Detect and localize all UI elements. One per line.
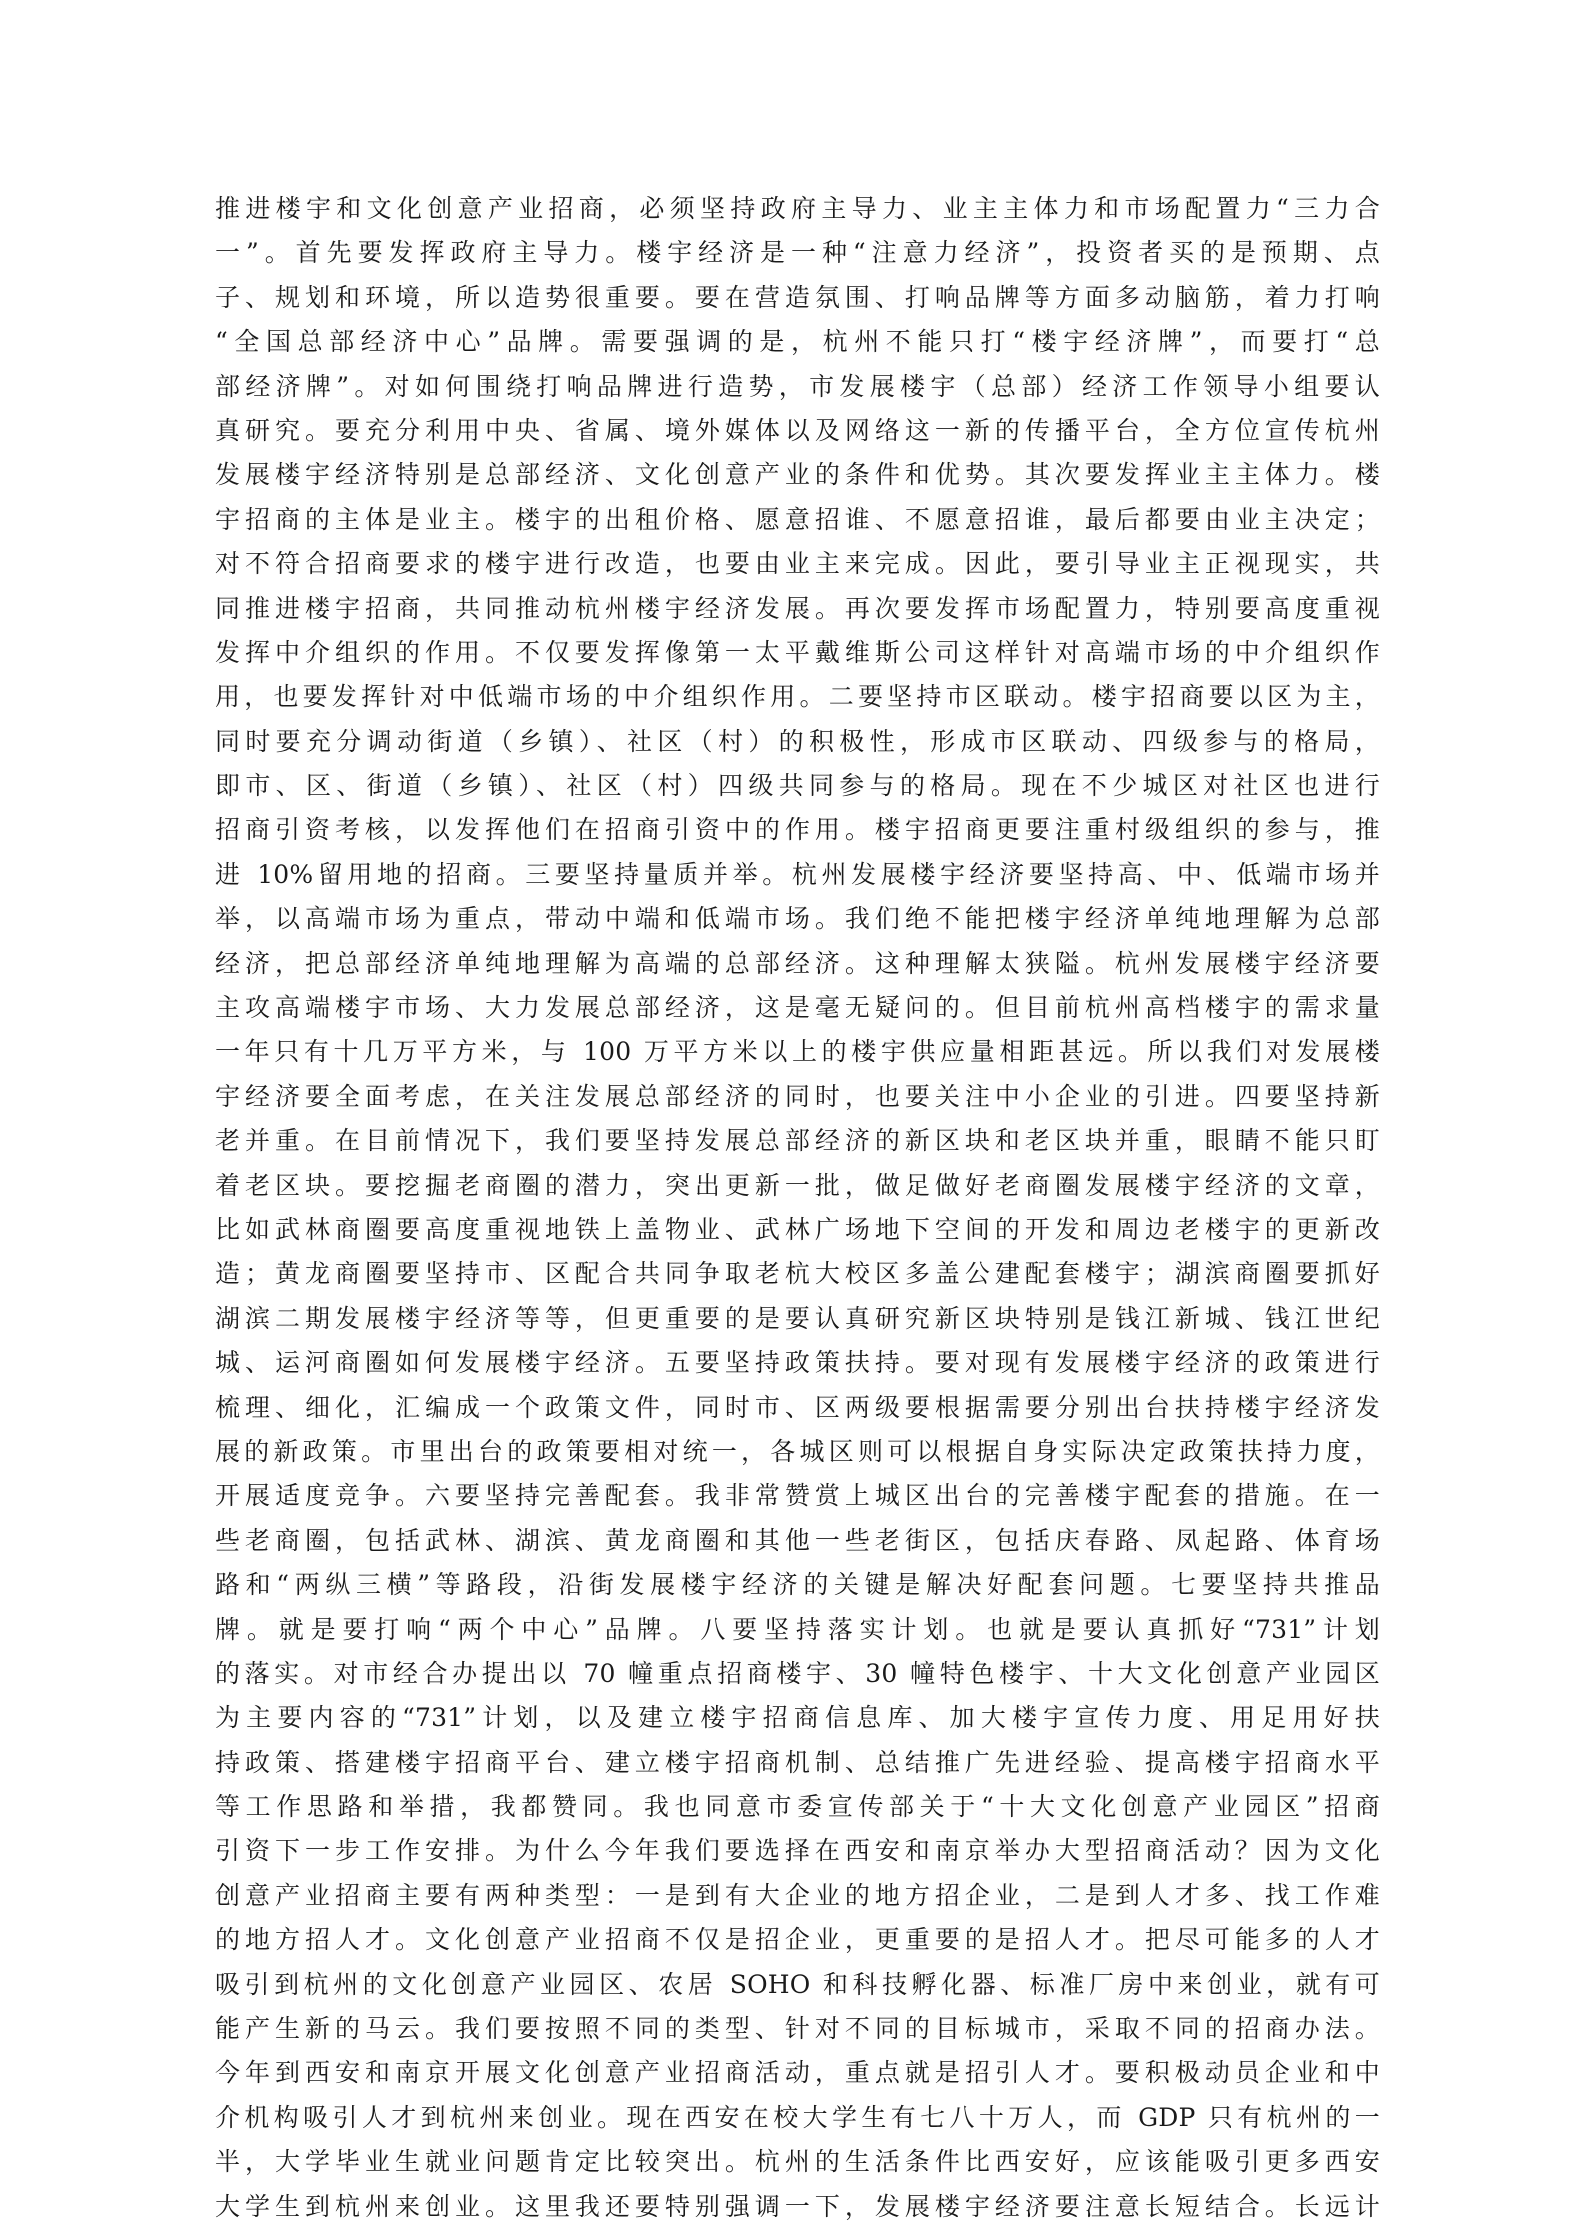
text-line: 湖滨二期发展楼宇经济等等，但更重要的是要认真研究新区块特别是钱江新城、钱江世纪 [215, 1303, 1380, 1333]
text-line: 宇经济要全面考虑，在关注发展总部经济的同时，也要关注中小企业的引进。四要坚持新 [215, 1081, 1380, 1111]
text-line: 一年只有十几万平方米，与 100 万平方米以上的楼宇供应量相距甚远。所以我们对发展楼 [215, 1037, 1380, 1067]
text-line: 引资下一步工作安排。为什么今年我们要选择在西安和南京举办大型招商活动？因为文化 [215, 1836, 1380, 1866]
text-line: 吸引到杭州的文化创意产业园区、农居 SOHO 和科技孵化器、标准厂房中来创业，就有可 [215, 1969, 1380, 1999]
text-line: 的地方招人才。文化创意产业招商不仅是招企业，更重要的是招人才。把尽可能多的人才 [215, 1925, 1380, 1955]
text-line: 用，也要发挥针对中低端市场的中介组织作用。二要坚持市区联动。楼宇招商要以区为主， [215, 682, 1380, 712]
text-line: 发挥中介组织的作用。不仅要发挥像第一太平戴维斯公司这样针对高端市场的中介组织作 [215, 637, 1380, 667]
text-line: 的落实。对市经合办提出以 70 幢重点招商楼宇、30 幢特色楼宇、十大文化创意产业园区 [215, 1658, 1380, 1688]
text-line: 梳理、细化，汇编成一个政策文件，同时市、区两级要根据需要分别出台扶持楼宇经济发 [215, 1392, 1380, 1422]
text-line: 发展楼宇经济特别是总部经济、文化创意产业的条件和优势。其次要发挥业主主体力。楼 [215, 460, 1380, 490]
text-line: “全国总部经济中心”品牌。需要强调的是，杭州不能只打“楼宇经济牌”，而要打“总 [215, 327, 1380, 357]
text-line: 牌。就是要打响“两个中心”品牌。八要坚持落实计划。也就是要认真抓好“731”计划 [215, 1614, 1380, 1644]
text-line: 大学生到杭州来创业。这里我还要特别强调一下，发展楼宇经济要注意长短结合。长远计 [215, 2191, 1380, 2221]
text-line: 同时要充分调动街道（乡镇）、社区（村）的积极性，形成市区联动、四级参与的格局， [215, 726, 1380, 756]
text-line: 造；黄龙商圈要坚持市、区配合共同争取老杭大校区多盖公建配套楼宇；湖滨商圈要抓好 [215, 1259, 1380, 1289]
text-line: 比如武林商圈要高度重视地铁上盖物业、武林广场地下空间的开发和周边老楼宇的更新改 [215, 1214, 1380, 1244]
text-line: 举，以高端市场为重点，带动中端和低端市场。我们绝不能把楼宇经济单纯地理解为总部 [215, 904, 1380, 934]
text-line: 部经济牌”。对如何围绕打响品牌进行造势，市发展楼宇（总部）经济工作领导小组要认 [215, 371, 1380, 401]
text-line: 持政策、搭建楼宇招商平台、建立楼宇招商机制、总结推广先进经验、提高楼宇招商水平 [215, 1747, 1380, 1777]
text-line: 路和“两纵三横”等路段，沿街发展楼宇经济的关键是解决好配套问题。七要坚持共推品 [215, 1570, 1380, 1600]
text-line: 今年到西安和南京开展文化创意产业招商活动，重点就是招引人才。要积极动员企业和中 [215, 2058, 1380, 2088]
text-line: 着老区块。要挖掘老商圈的潜力，突出更新一批，做足做好老商圈发展楼宇经济的文章， [215, 1170, 1380, 1200]
body-text [215, 187, 1380, 2229]
text-line: 些老商圈，包括武林、湖滨、黄龙商圈和其他一些老街区，包括庆春路、凤起路、体育场 [215, 1525, 1380, 1555]
text-line: 主攻高端楼宇市场、大力发展总部经济，这是毫无疑问的。但目前杭州高档楼宇的需求量 [215, 993, 1380, 1023]
text-line: 子、规划和环境，所以造势很重要。要在营造氛围、打响品牌等方面多动脑筋，着力打响 [215, 282, 1380, 312]
text-line: 真研究。要充分利用中央、省属、境外媒体以及网络这一新的传播平台，全方位宣传杭州 [215, 415, 1380, 445]
text-line: 展的新政策。市里出台的政策要相对统一，各城区则可以根据自身实际决定政策扶持力度， [215, 1436, 1380, 1466]
text-line: 推进楼宇和文化创意产业招商，必须坚持政府主导力、业主主体力和市场配置力“三力合 [215, 194, 1380, 223]
text-line: 城、运河商圈如何发展楼宇经济。五要坚持政策扶持。要对现有发展楼宇经济的政策进行 [215, 1348, 1380, 1378]
text-line: 老并重。在目前情况下，我们要坚持发展总部经济的新区块和老区块并重，眼睛不能只盯 [215, 1126, 1380, 1156]
text-line: 开展适度竞争。六要坚持完善配套。我非常赞赏上城区出台的完善楼宇配套的措施。在一 [215, 1481, 1380, 1511]
text-line: 即市、区、街道（乡镇）、社区（村）四级共同参与的格局。现在不少城区对社区也进行 [215, 771, 1380, 801]
text-line: 同推进楼宇招商，共同推动杭州楼宇经济发展。再次要发挥市场配置力，特别要高度重视 [215, 593, 1380, 623]
text-line: 宇招商的主体是业主。楼宇的出租价格、愿意招谁、不愿意招谁，最后都要由业主决定； [215, 504, 1380, 534]
text-line: 介机构吸引人才到杭州来创业。现在西安在校大学生有七八十万人，而 GDP 只有杭州的一 [215, 2102, 1380, 2132]
text-line: 进 10%留用地的招商。三要坚持量质并举。杭州发展楼宇经济要坚持高、中、低端市场并 [215, 859, 1380, 889]
text-line: 为主要内容的“731”计划，以及建立楼宇招商信息库、加大楼宇宣传力度、用足用好扶 [215, 1703, 1380, 1733]
text-line: 创意产业招商主要有两种类型：一是到有大企业的地方招企业，二是到人才多、找工作难 [215, 1880, 1380, 1910]
text-line: 一”。首先要发挥政府主导力。楼宇经济是一种“注意力经济”，投资者买的是预期、点 [215, 238, 1380, 268]
text-line: 对不符合招商要求的楼宇进行改造，也要由业主来完成。因此，要引导业主正视现实，共 [215, 549, 1380, 579]
text-line: 招商引资考核，以发挥他们在招商引资中的作用。楼宇招商更要注重村级组织的参与，推 [215, 815, 1380, 845]
text-line: 能产生新的马云。我们要按照不同的类型、针对不同的目标城市，采取不同的招商办法。 [215, 2014, 1380, 2044]
text-line: 半，大学毕业生就业问题肯定比较突出。杭州的生活条件比西安好，应该能吸引更多西安 [215, 2147, 1380, 2177]
text-line: 等工作思路和举措，我都赞同。我也同意市委宣传部关于“十大文化创意产业园区”招商 [215, 1792, 1380, 1822]
text-line: 经济，把总部经济单纯地理解为高端的总部经济。这种理解太狭隘。杭州发展楼宇经济要 [215, 948, 1380, 978]
